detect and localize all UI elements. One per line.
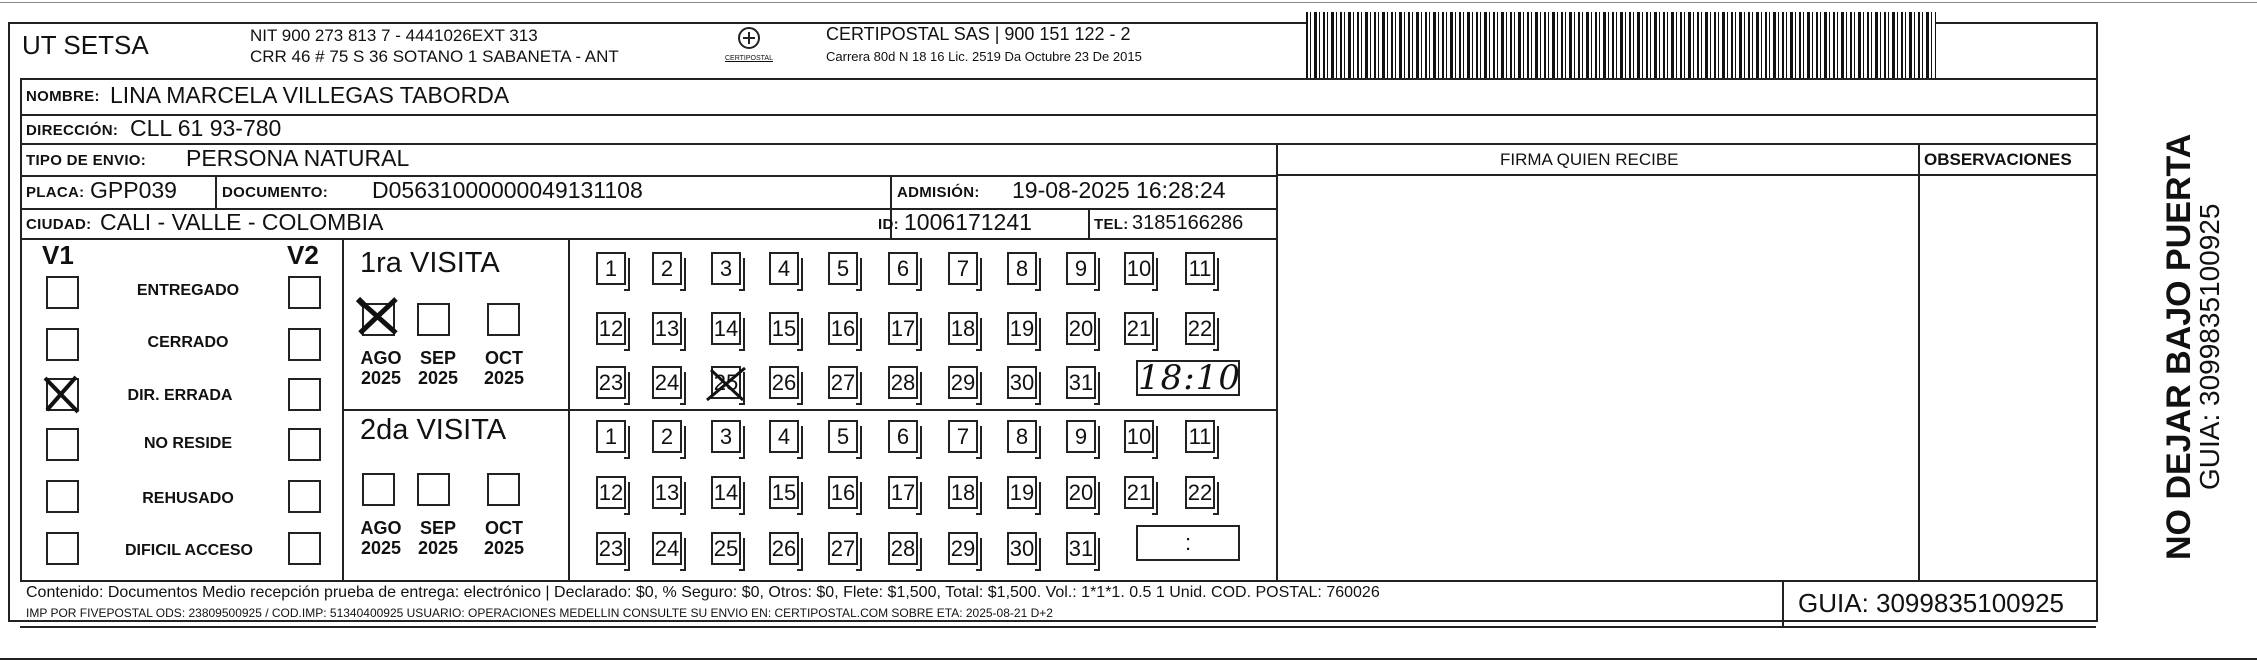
company-name: UT SETSA [22, 30, 149, 60]
footer-guia: GUIA: 3099835100925 [1798, 588, 2064, 618]
v1-cerrado-checkbox[interactable] [46, 328, 79, 361]
visit-1-day-14[interactable]: 14 [711, 312, 741, 345]
visit-2-day-26[interactable]: 26 [769, 532, 799, 565]
visit-2-day-8[interactable]: 8 [1007, 420, 1037, 453]
visit-1-day-30[interactable]: 30 [1007, 366, 1037, 399]
placa-label: PLACA: [26, 184, 85, 201]
visit-1-day-29[interactable]: 29 [948, 366, 978, 399]
visit-2-day-30[interactable]: 30 [1007, 532, 1037, 565]
carrier-line: CERTIPOSTAL SAS | 900 151 122 - 2 [826, 24, 1131, 44]
visit-1-day-11[interactable]: 11 [1185, 252, 1215, 285]
v2-dir-errada-checkbox[interactable] [288, 378, 321, 411]
visit-1-day-27[interactable]: 27 [828, 366, 858, 399]
certipostal-logo [724, 26, 774, 68]
row-line [20, 580, 2096, 582]
visit-1-day-7[interactable]: 7 [948, 252, 978, 285]
v2-label: V2 [287, 240, 319, 270]
check-mark-icon [356, 295, 402, 337]
visit-1-day-4[interactable]: 4 [769, 252, 799, 285]
logo-icon [734, 26, 764, 50]
visit-2-day-14[interactable]: 14 [711, 476, 741, 509]
documento-label: DOCUMENTO: [222, 184, 329, 201]
v1-no-reside-checkbox[interactable] [46, 428, 79, 461]
check-mark-icon [705, 364, 749, 404]
visit-1-day-31[interactable]: 31 [1066, 366, 1096, 399]
main-left-border [20, 78, 22, 582]
visit-1-day-13[interactable]: 13 [652, 312, 682, 345]
visit-1-day-8[interactable]: 8 [1007, 252, 1037, 285]
visit-2-day-15[interactable]: 15 [769, 476, 799, 509]
visit-1-day-6[interactable]: 6 [888, 252, 918, 285]
direccion-label: DIRECCIÓN: [26, 122, 119, 139]
visit-1-day-18[interactable]: 18 [948, 312, 978, 345]
logo-text: CERTIPOSTAL [725, 55, 773, 62]
visit-1-day-10[interactable]: 10 [1124, 252, 1154, 285]
visit-1-title: 1ra VISITA [360, 247, 500, 279]
status-entregado: ENTREGADO [136, 282, 240, 299]
observaciones-area[interactable] [1920, 176, 2094, 578]
visit-1-day-28[interactable]: 28 [888, 366, 918, 399]
row-line [20, 114, 2096, 116]
tel-label: TEL: [1094, 216, 1129, 233]
visit-2-day-18[interactable]: 18 [948, 476, 978, 509]
visit-1-day-16[interactable]: 16 [828, 312, 858, 345]
v1-dificil-acceso-checkbox[interactable] [46, 532, 79, 565]
visit-2-day-13[interactable]: 13 [652, 476, 682, 509]
status-cerrado: CERRADO [147, 334, 229, 351]
visit-2-day-11[interactable]: 11 [1185, 420, 1215, 453]
v2-no-reside-checkbox[interactable] [288, 428, 321, 461]
v1-entregado-checkbox[interactable] [46, 276, 79, 309]
v2-dificil-acceso-checkbox[interactable] [288, 532, 321, 565]
visit-1-day-3[interactable]: 3 [711, 252, 741, 285]
visit-1-day-1[interactable]: 1 [596, 252, 626, 285]
ciudad-value: CALI - VALLE - COLOMBIA [100, 209, 384, 235]
visit-1-month-oct-checkbox[interactable] [487, 303, 520, 336]
admision-value: 19-08-2025 16:28:24 [1012, 177, 1226, 203]
header-separator [20, 78, 2098, 80]
id-value: 1006171241 [904, 209, 1032, 235]
tipo-envio-label: TIPO DE ENVIO: [26, 152, 147, 169]
visit-2-month-oct: OCT 2025 [483, 518, 525, 558]
side-warning: NO DEJAR BAJO PUERTA [2160, 133, 2198, 560]
visit-2-day-21[interactable]: 21 [1124, 476, 1154, 509]
firma-area[interactable] [1278, 176, 1916, 578]
nombre-value: LINA MARCELA VILLEGAS TABORDA [110, 82, 510, 108]
status-no-reside: NO RESIDE [143, 435, 232, 452]
visit-2-day-31[interactable]: 31 [1066, 532, 1096, 565]
visit-2-day-9[interactable]: 9 [1066, 420, 1096, 453]
visit-2-day-29[interactable]: 29 [948, 532, 978, 565]
visit-2-day-2[interactable]: 2 [652, 420, 682, 453]
visit-2-day-23[interactable]: 23 [596, 532, 626, 565]
visit-2-day-24[interactable]: 24 [652, 532, 682, 565]
v1-dir-errada-checkbox[interactable] [46, 378, 79, 411]
visit-2-month-ago-checkbox[interactable] [362, 473, 395, 506]
visit-1-day-12[interactable]: 12 [596, 312, 626, 345]
visit-1-day-26[interactable]: 26 [769, 366, 799, 399]
col-line [215, 175, 217, 208]
visit-2-day-6[interactable]: 6 [888, 420, 918, 453]
documento-value: D05631000000049131108 [372, 177, 643, 203]
visit-1-day-5[interactable]: 5 [828, 252, 858, 285]
v1-rehusado-checkbox[interactable] [46, 480, 79, 513]
visit-2-month-oct-checkbox[interactable] [487, 473, 520, 506]
v2-rehusado-checkbox[interactable] [288, 480, 321, 513]
company-address: CRR 46 # 75 S 36 SOTANO 1 SABANETA - ANT [250, 47, 619, 66]
visit-2-day-7[interactable]: 7 [948, 420, 978, 453]
visit-2-month-sep: SEP 2025 [417, 518, 459, 558]
scan-top-line [0, 2, 2257, 3]
visit-1-month-ago-checkbox[interactable] [362, 303, 395, 336]
v2-entregado-checkbox[interactable] [288, 276, 321, 309]
company-nit: NIT 900 273 813 7 - 4441026EXT 313 [250, 26, 538, 45]
visit-2-time-box[interactable] [1136, 525, 1240, 561]
visit-2-day-17[interactable]: 17 [888, 476, 918, 509]
visit-1-day-17[interactable]: 17 [888, 312, 918, 345]
visit-2-day-3[interactable]: 3 [711, 420, 741, 453]
nombre-label: NOMBRE: [26, 88, 100, 105]
main-right-border [2096, 78, 2098, 582]
visit-1-day-25[interactable]: 25 [711, 366, 741, 399]
visit-1-time: 18:10 [1138, 358, 1241, 398]
visit-2-title: 2da VISITA [360, 414, 507, 446]
visit-2-month-sep-checkbox[interactable] [417, 473, 450, 506]
visit-2-month-ago: AGO 2025 [360, 518, 402, 558]
firma-header: FIRMA QUIEN RECIBE [1500, 150, 1679, 169]
visit-2-day-20[interactable]: 20 [1066, 476, 1096, 509]
col-line [1088, 208, 1090, 238]
status-rehusado: REHUSADO [142, 490, 234, 507]
license-line: Carrera 80d N 18 16 Lic. 2519 Da Octubre 23 De 2015 [826, 49, 1142, 64]
visit-2-day-28[interactable]: 28 [888, 532, 918, 565]
side-guia: GUIA: 3099835100925 [2194, 203, 2225, 490]
visit-1-day-15[interactable]: 15 [769, 312, 799, 345]
barcode [1306, 12, 1936, 78]
footer-print-line: IMP POR FIVEPOSTAL ODS: 23809500925 / COD.IMP: 51340400925 USUARIO: OPERACIONES MEDELLIN CONSULTE SU ENVIO EN: CERTIPOSTAL.COM SOBRE ETA: 2025-08-21 D+2 [26, 606, 1053, 620]
visit-2-day-12[interactable]: 12 [596, 476, 626, 509]
v2-cerrado-checkbox[interactable] [288, 328, 321, 361]
visit-2-time: : [1184, 530, 1192, 555]
tipo-envio-value: PERSONA NATURAL [186, 145, 410, 171]
visit-1-month-sep-checkbox[interactable] [417, 303, 450, 336]
v1-label: V1 [42, 240, 74, 270]
visit-2-day-5[interactable]: 5 [828, 420, 858, 453]
admision-label: ADMISIÓN: [897, 184, 980, 201]
visit-1-month-ago: AGO 2025 [360, 348, 402, 388]
bottom-shadow-line [0, 658, 2257, 660]
observaciones-header: OBSERVACIONES [1924, 150, 2072, 169]
visit-2-day-16[interactable]: 16 [828, 476, 858, 509]
visit-2-day-27[interactable]: 27 [828, 532, 858, 565]
visit-2-day-1[interactable]: 1 [596, 420, 626, 453]
visit-2-day-4[interactable]: 4 [769, 420, 799, 453]
col-line [1782, 580, 1784, 626]
direccion-value: CLL 61 93-780 [130, 115, 282, 141]
status-dir-errada: DIR. ERRADA [127, 387, 233, 404]
visit-1-time-box[interactable] [1136, 360, 1240, 396]
tel-value: 3185166286 [1132, 212, 1244, 234]
visit-1-day-22[interactable]: 22 [1185, 312, 1215, 345]
visit-2-day-19[interactable]: 19 [1007, 476, 1037, 509]
visit-separator [342, 409, 1276, 411]
visit-2-day-10[interactable]: 10 [1124, 420, 1154, 453]
visit-1-day-24[interactable]: 24 [652, 366, 682, 399]
row-line [20, 238, 1276, 240]
check-mark-icon [42, 374, 82, 414]
visit-1-day-21[interactable]: 21 [1124, 312, 1154, 345]
ciudad-label: CIUDAD: [26, 216, 92, 233]
visit-2-day-25[interactable]: 25 [711, 532, 741, 565]
id-label: ID: [878, 216, 899, 233]
visit-1-month-sep: SEP 2025 [417, 348, 459, 388]
visit-1-day-20[interactable]: 20 [1066, 312, 1096, 345]
visit-1-day-2[interactable]: 2 [652, 252, 682, 285]
row-line [20, 626, 2096, 628]
placa-value: GPP039 [90, 177, 177, 203]
visit-1-day-9[interactable]: 9 [1066, 252, 1096, 285]
footer-content-line: Contenido: Documentos Medio recepción prueba de entrega: electrónico | Declarado: $0, % Seguro: $0, Otros: $0, Flete: $1,500, Total: $1,500. Vol.: 1*1*1. 0.5 1 Unid. COD. POSTAL: 760026 [26, 584, 1380, 601]
visit-2-day-22[interactable]: 22 [1185, 476, 1215, 509]
visit-1-month-oct: OCT 2025 [483, 348, 525, 388]
visit-1-day-23[interactable]: 23 [596, 366, 626, 399]
status-dificil-acceso: DIFICIL ACCESO [124, 542, 253, 559]
visit-1-day-19[interactable]: 19 [1007, 312, 1037, 345]
